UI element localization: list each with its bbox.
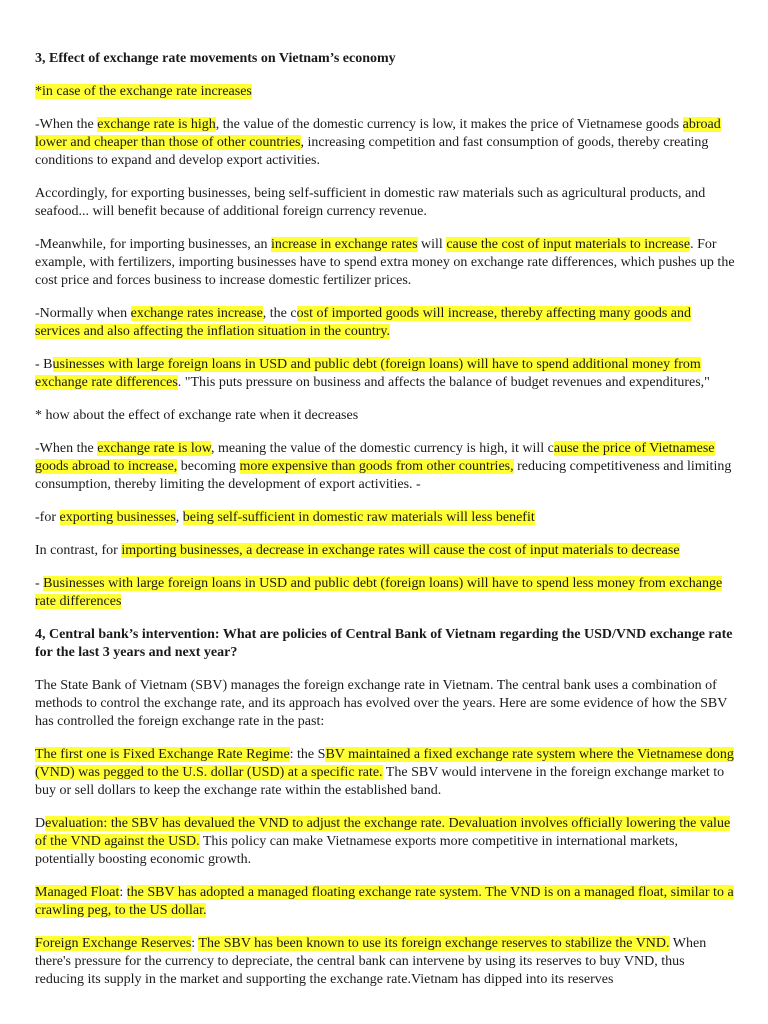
highlighted-text: ost of imported goods will increase, thereby affecting many goods and services and also affecting the inflation situation in the country.: [35, 306, 691, 339]
text-segment: Accordingly, for exporting businesses, being self-sufficient in domestic raw materials such as agricultural products, and seafood... will benefit because of additional foreign currency revenue.: [35, 186, 706, 219]
paragraph-reserves: [35, 935, 735, 989]
subheading-decrease: [35, 407, 735, 425]
paragraph-devaluation: [35, 815, 735, 869]
text-segment: , the c: [262, 306, 297, 321]
highlighted-text: increase in exchange rates: [271, 237, 418, 252]
text-segment: :: [119, 885, 127, 900]
highlighted-text: *in case of the exchange rate increases: [35, 84, 252, 99]
paragraph-foreign-loans: [35, 356, 735, 392]
paragraph-importers: [35, 236, 735, 290]
paragraph-sbv-intro: [35, 677, 735, 731]
highlighted-text: being self-sufficient in domestic raw materials will less benefit: [182, 510, 535, 525]
text-segment: * how about the effect of exchange rate when it decreases: [35, 408, 359, 423]
text-segment: ,: [175, 510, 183, 525]
paragraph-managed-float: [35, 884, 735, 920]
paragraph-imported-goods: [35, 305, 735, 341]
text-segment: -Normally when: [35, 306, 131, 321]
text-segment: In contrast, for: [35, 543, 122, 558]
text-segment: 4, Central bank’s intervention: What are policies of Central Bank of Vietnam regarding the USD/VND exchange rate for the last 3 years and next year?: [35, 627, 733, 660]
text-segment: reducing competitiveness and limiting consumption, thereby limiting the development of export activities. -: [35, 459, 732, 492]
text-segment: becoming: [177, 459, 240, 474]
highlighted-text: exporting businesses: [59, 510, 176, 525]
paragraph-fixed-regime: [35, 746, 735, 800]
paragraph-exporting-businesses: [35, 509, 735, 527]
highlighted-text: BV maintained a fixed exchange rate system where the Vietnamese dong (VND) was pegged to the U.S. dollar (USD) at a specific rate.: [35, 747, 734, 780]
paragraph-low-rate: [35, 440, 735, 494]
highlighted-text: the SBV has adopted a managed floating exchange rate system. The VND is on a managed float, similar to a crawling peg, to the US dollar.: [35, 885, 734, 918]
text-segment: - B: [35, 357, 53, 372]
text-segment: , meaning the value of the domestic currency is high, it will c: [210, 441, 554, 456]
paragraph-importing-decrease: [35, 542, 735, 560]
section-3-heading: [35, 50, 735, 68]
paragraph-exporters: [35, 185, 735, 221]
text-segment: :: [191, 936, 199, 951]
text-segment: This policy can make Vietnamese exports more competitive in international markets, potentially boosting economic growth.: [35, 834, 679, 867]
highlighted-text: The first one is Fixed Exchange Rate Regime: [35, 747, 290, 762]
section-4-heading: [35, 626, 735, 662]
paragraph-high-rate: [35, 116, 735, 170]
highlighted-text: ause the price of Vietnamese goods abroad to increase,: [35, 441, 715, 474]
text-segment: -When the: [35, 117, 98, 132]
text-segment: . "This puts pressure on business and affects the balance of budget revenues and expenditures,": [177, 375, 710, 390]
highlighted-text: Foreign Exchange Reserves: [35, 936, 192, 951]
text-segment: The State Bank of Vietnam (SBV) manages the foreign exchange rate in Vietnam. The central bank uses a combination of methods to control the exchange rate, and its approach has evolved over the years. Here are some evidence of how the SBV has controlled the foreign exchange rate in the past:: [35, 678, 728, 729]
text-segment: -Meanwhile, for importing businesses, an: [35, 237, 272, 252]
highlighted-text: cause the cost of input materials to increase: [446, 237, 691, 252]
text-segment: , the value of the domestic currency is low, it makes the price of Vietnamese goods: [215, 117, 683, 132]
highlighted-text: The SBV has been known to use its foreign exchange reserves to stabilize the VND.: [198, 936, 670, 951]
text-segment: The SBV would intervene in the foreign exchange market to buy or sell dollars to keep the exchange rate within the established band.: [35, 765, 725, 798]
text-segment: When there's pressure for the currency to depreciate, the central bank can intervene by using its reserves to buy VND, thus reducing its supply in the market and supporting the exchange rate.Vietnam has dipped into its reserves: [35, 936, 707, 987]
highlighted-text: evaluation: the SBV has devalued the VND to adjust the exchange rate. Devaluation involves officially lowering the value of the VND against the USD.: [35, 816, 731, 849]
text-segment: : the S: [289, 747, 326, 762]
text-segment: will: [417, 237, 447, 252]
highlighted-text: Managed Float: [35, 885, 120, 900]
highlighted-text: exchange rate is low: [97, 441, 211, 456]
text-segment: -for: [35, 510, 60, 525]
text-segment: , increasing competition and fast consumption of goods, thereby creating conditions to expand and develop export activities.: [35, 135, 709, 168]
text-segment: 3, Effect of exchange rate movements on Vietnam’s economy: [35, 51, 396, 66]
highlighted-text: usinesses with large foreign loans in USD and public debt (foreign loans) will have to spend additional money from exchange rate differences: [35, 357, 701, 390]
highlighted-text: Businesses with large foreign loans in USD and public debt (foreign loans) will have to spend less money from exchange rate differences: [35, 576, 723, 609]
paragraph-loans-less: [35, 575, 735, 611]
highlighted-text: exchange rates increase: [130, 306, 263, 321]
text-segment: -When the: [35, 441, 98, 456]
highlighted-text: exchange rate is high: [97, 117, 216, 132]
document-page: [35, 50, 735, 1004]
highlighted-text: more expensive than goods from other countries,: [239, 459, 514, 474]
text-segment: -: [35, 576, 44, 591]
highlighted-text: abroad lower and cheaper than those of other countries: [35, 117, 721, 150]
text-segment: D: [35, 816, 46, 831]
subheading-increase: [35, 83, 735, 101]
text-segment: . For example, with fertilizers, importing businesses have to spend extra money on exchange rate differences, which pushes up the cost price and forces business to increase domestic fertilizer prices.: [35, 237, 735, 288]
highlighted-text: importing businesses, a decrease in exchange rates will cause the cost of input materials to decrease: [121, 543, 680, 558]
